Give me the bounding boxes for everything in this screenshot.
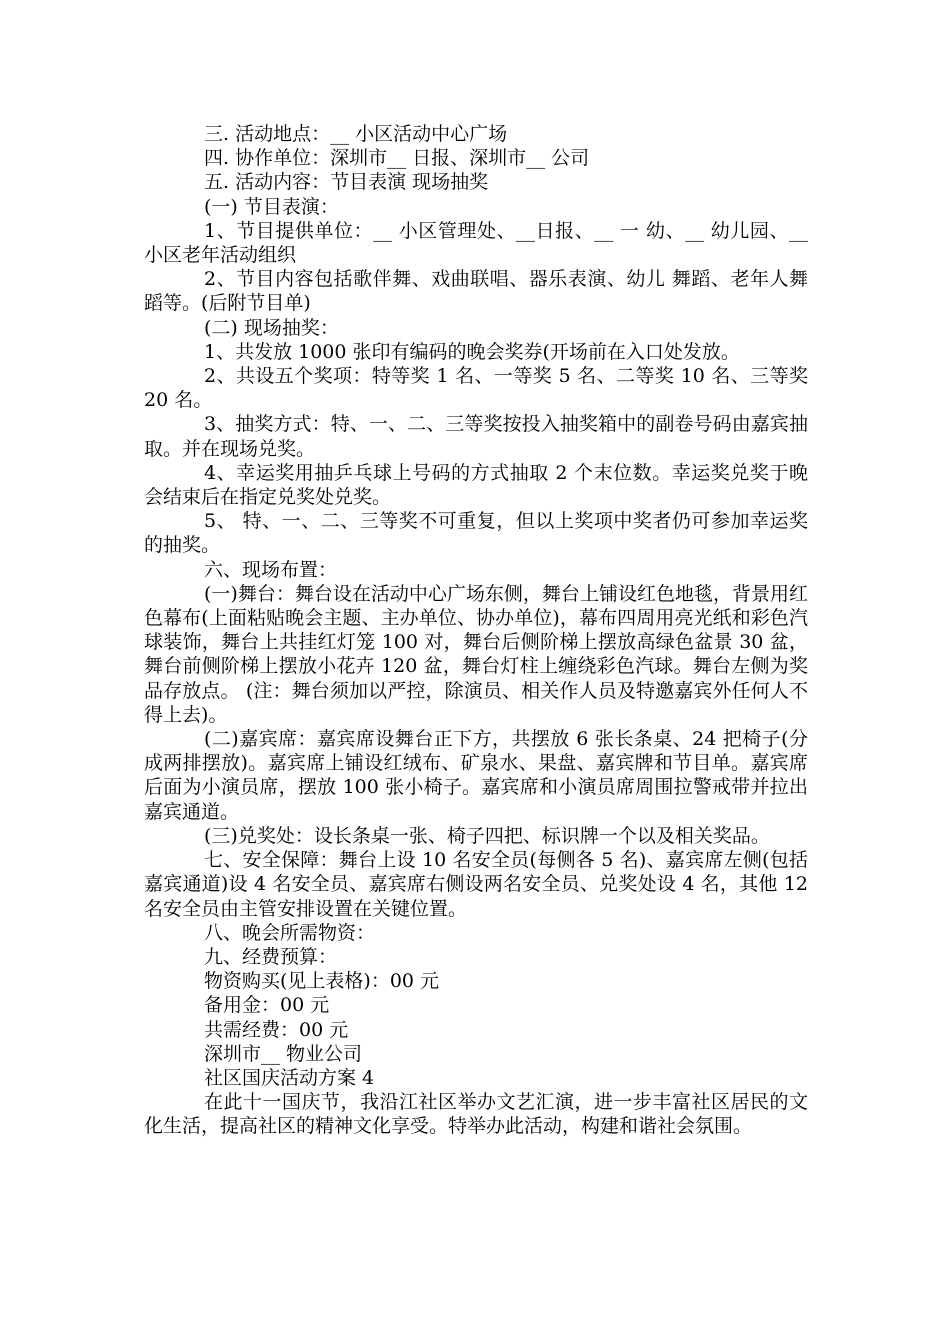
paragraph-lottery-method: 3、抽奖方式：特、一、二、三等奖按投入抽奖箱中的副卷号码由嘉宾抽取。并在现场兑奖。 bbox=[144, 413, 808, 460]
paragraph-total: 共需经费：00 元 bbox=[204, 1018, 349, 1041]
paragraph-section-performance: (一) 节目表演： bbox=[204, 195, 339, 218]
paragraph-location: 三. 活动地点：__ 小区活动中心广场 bbox=[204, 123, 508, 145]
paragraph-budget: 九、经费预算： bbox=[204, 945, 338, 968]
paragraph-stage: (一)舞台：舞台设在活动中心广场东侧，舞台上铺设红色地毯，背景用红色幕布(上面粘贴晚会主题、主办单位、协办单位)，幕布四周用亮光纸和彩色汽球装饰，舞台上共挂红灯笼 100 对，舞台后侧阶梯上摆放高绿色盆景 30 盆，舞台前侧阶梯上摆放小花卉 120 盆，舞台灯柱上缠绕彩色汽球。舞台左侧为奖品存放点。 (注：舞台须加以严控，除演员、相关作人员及特邀嘉宾外任何人不得上去)。 bbox=[144, 582, 808, 726]
paragraph-no-repeat: 5、 特、一、二、三等奖不可重复，但以上奖项中奖者仍可参加幸运奖的抽奖。 bbox=[144, 510, 808, 557]
paragraph-supplies: 八、晚会所需物资： bbox=[204, 921, 376, 944]
paragraph-reserve: 备用金：00 元 bbox=[204, 994, 330, 1017]
paragraph-section-lottery: (二) 现场抽奖： bbox=[204, 316, 339, 339]
paragraph-intro: 在此十一国庆节，我沿江社区举办文艺汇演，进一步丰富社区居民的文化生活，提高社区的精神文化享受。特举办此活动，构建和谐社会氛围。 bbox=[144, 1091, 808, 1138]
paragraph-lucky-prize: 4、幸运奖用抽乒乓球上号码的方式抽取 2 个末位数。幸运奖兑奖于晚会结束后在指定兑奖处兑奖。 bbox=[144, 461, 808, 509]
paragraph-performance-providers: 1、节目提供单位：__ 小区管理处、__日报、__ 一 幼、__ 幼儿园、__ 小区老年活动组织 bbox=[144, 219, 808, 267]
paragraph-purchase: 物资购买(见上表格)：00 元 bbox=[204, 970, 440, 993]
paragraph-partners: 四. 协作单位：深圳市__ 日报、深圳市__ 公司 bbox=[204, 147, 590, 170]
paragraph-guest-seats: (二)嘉宾席：嘉宾席设舞台正下方，共摆放 6 张长条桌、24 把椅子(分成两排摆放)。嘉宾席上铺设红绒布、矿泉水、果盘、嘉宾牌和节目单。嘉宾席后面为小演员席，摆放 100 张小椅子。嘉宾席和小演员席周围拉警戒带并拉出嘉宾通道。 bbox=[144, 728, 808, 823]
paragraph-section-layout: 六、现场布置： bbox=[204, 558, 338, 581]
paragraph-plan-title: 社区国庆活动方案 4 bbox=[204, 1066, 375, 1089]
paragraph-lottery-tickets: 1、共发放 1000 张印有编码的晚会奖券(开场前在入口处发放。 bbox=[204, 340, 740, 363]
paragraph-lottery-prizes: 2、共设五个奖项：特等奖 1 名、一等奖 5 名、二等奖 10 名、三等奖 20 名。 bbox=[144, 365, 808, 412]
paragraph-content: 五. 活动内容：节目表演 现场抽奖 bbox=[204, 171, 489, 194]
paragraph-prize-desk: (三)兑奖处：设长条桌一张、椅子四把、标识牌一个以及相关奖品。 bbox=[204, 824, 770, 847]
document-body bbox=[144, 122, 808, 1139]
paragraph-company: 深圳市__ 物业公司 bbox=[204, 1042, 363, 1065]
paragraph-security: 七、安全保障：舞台上设 10 名安全员(每侧各 5 名)、嘉宾席左侧(包括嘉宾通道)设 4 名安全员、嘉宾席右侧设两名安全员、兑奖处设 4 名，其他 12 名安全员由主管安排设置在关键位置。 bbox=[144, 849, 808, 920]
paragraph-performance-content: 2、节目内容包括歌伴舞、戏曲联唱、器乐表演、幼儿 舞蹈、老年人舞蹈等。(后附节目单) bbox=[144, 268, 808, 315]
